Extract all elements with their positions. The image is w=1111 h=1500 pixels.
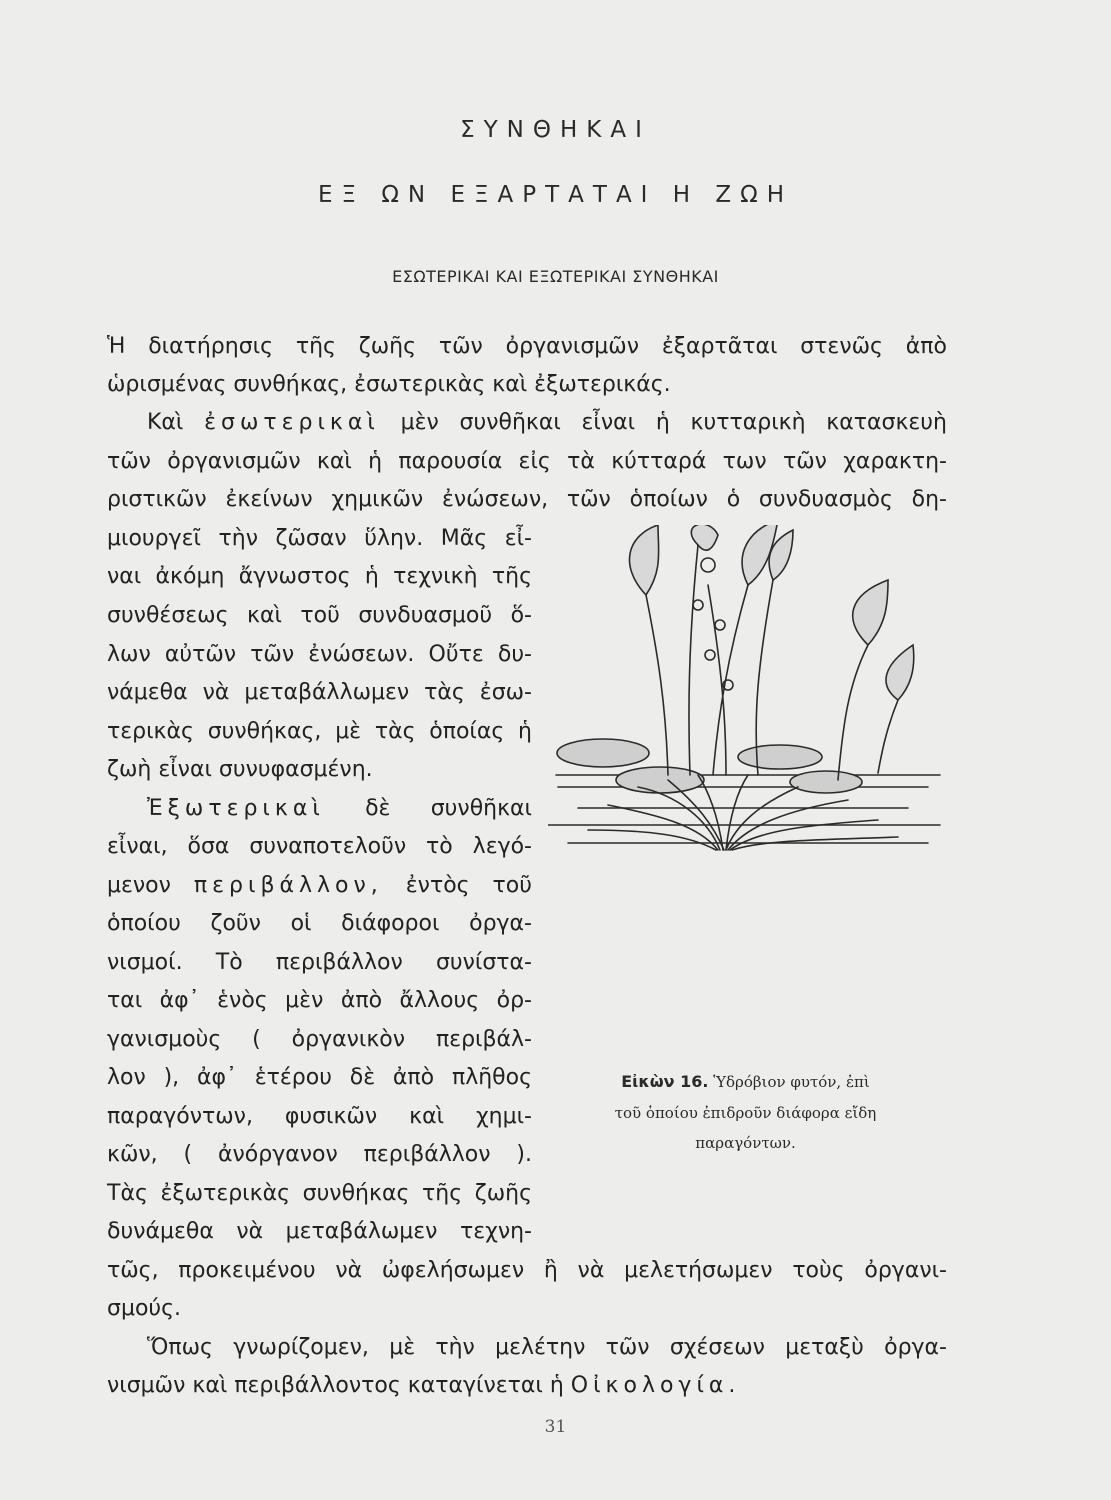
paragraph3-line3 bbox=[107, 867, 532, 906]
paragraph3-line13: τῶς, προκειμένου νὰ ὠφελήσωμεν ἢ νὰ μελετήσωμεν τοὺς ὀργανι- bbox=[107, 1258, 947, 1283]
paragraph3-line6: ται ἀφ᾽ ἑνὸς μὲν ἀπὸ ἄλλους ὀρ- bbox=[107, 988, 532, 1013]
paragraph2-line4: μιουργεῖ τὴν ζῶσαν ὕλην. Μᾶς εἶ- bbox=[107, 526, 532, 551]
paragraph3-line3-rest: ἐντὸς τοῦ bbox=[405, 873, 532, 898]
figure-caption-line2: τοῦ ὁποίου ἐπιδροῦν διάφορα εἴδη bbox=[614, 1104, 877, 1122]
paragraph1-line2: ὡρισμένας συνθήκας, ἐσωτερικὰς καὶ ἐξωτερικάς. bbox=[107, 372, 671, 397]
chapter-title-line2: ΕΞ ΩΝ ΕΞΑΡΤΑΤΑΙ Η ΖΩΗ bbox=[317, 182, 794, 208]
paragraph2-line7: λων αὐτῶν τῶν ἐνώσεων. Οὔτε δυ- bbox=[107, 642, 532, 667]
paragraph3-line5: νισμοί. Τὸ περιβάλλον συνίστα- bbox=[107, 950, 532, 975]
paragraph1-line1: Ἡ διατήρησις τῆς ζωῆς τῶν ὀργανισμῶν ἐξαρτᾶται στενῶς ἀπὸ bbox=[107, 334, 947, 359]
paragraph4-line1-text: Ὅπως γνωρίζομεν, μὲ τὴν μελέτην τῶν σχέσεων μεταξὺ ὀργα- bbox=[147, 1335, 947, 1360]
paragraph4-line2-lead: νισμῶν καὶ περιβάλλοντος καταγίνεται ἡ bbox=[107, 1373, 564, 1398]
page-number: 31 bbox=[544, 1417, 567, 1437]
aquatic-plant-illustration bbox=[548, 525, 943, 860]
paragraph4-line2 bbox=[107, 1367, 947, 1406]
paragraph2-line3: ριστικῶν ἐκείνων χημικῶν ἐνώσεων, τῶν ὁποίων ὁ συνδυασμὸς δη- bbox=[107, 487, 947, 512]
figure-caption-label: Εἰκὼν 16. bbox=[621, 1072, 709, 1091]
figure-caption-line1-text: Ὑδρόβιον φυτόν, ἐπὶ bbox=[713, 1073, 870, 1091]
paragraph2-line6: συνθέσεως καὶ τοῦ συνδυασμοῦ ὅ- bbox=[107, 603, 532, 628]
paragraph3-line9: παραγόντων, φυσικῶν καὶ χημι- bbox=[107, 1104, 532, 1129]
paragraph3-line12: δυνάμεθα νὰ μεταβάλωμεν τεχνη- bbox=[107, 1219, 532, 1244]
figure-caption-line1 bbox=[548, 1072, 943, 1091]
paragraph3-line1-rest: δὲ συνθῆκαι bbox=[365, 796, 533, 821]
paragraph3-term: Ἐξωτερικαὶ bbox=[147, 796, 325, 821]
paragraph2-line1-rest: μὲν συνθῆκαι εἶναι ἡ κυτταρικὴ κατασκευὴ bbox=[400, 410, 947, 435]
paragraph3-line7: γανισμοὺς ( ὀργανικὸν περιβάλ- bbox=[107, 1027, 532, 1052]
paragraph3-line1 bbox=[107, 790, 532, 829]
section-subtitle: ΕΣΩΤΕΡΙΚΑΙ ΚΑΙ ΕΞΩΤΕΡΙΚΑΙ ΣΥΝΘΗΚΑΙ bbox=[392, 267, 719, 286]
paragraph4-term: Οἰκολογία. bbox=[570, 1373, 741, 1398]
paragraph2-line10: ζωὴ εἶναι συνυφασμένη. bbox=[107, 757, 373, 782]
paragraph3-line4: ὁποίου ζοῦν οἱ διάφοροι ὀργα- bbox=[107, 911, 532, 936]
paragraph3-line11: Τὰς ἐξωτερικὰς συνθήκας τῆς ζωῆς bbox=[107, 1181, 532, 1206]
paragraph2-line8: νάμεθα νὰ μεταβάλλωμεν τὰς ἐσω- bbox=[107, 680, 532, 705]
paragraph2-term: ἐσωτερικαὶ bbox=[204, 410, 380, 435]
figure-caption-line3: παραγόντων. bbox=[695, 1134, 796, 1152]
paragraph3-line3-lead: μενον bbox=[107, 873, 171, 898]
paragraph2-line2: τῶν ὀργανισμῶν καὶ ἡ παρουσία εἰς τὰ κύτταρά των τῶν χαρακτη- bbox=[107, 449, 947, 474]
paragraph3-term2: περιβάλλον, bbox=[193, 873, 383, 898]
paragraph2-line9: τερικὰς συνθήκας, μὲ τὰς ὁποίας ἡ bbox=[107, 719, 532, 744]
paragraph2-lead: Καὶ bbox=[147, 410, 184, 435]
chapter-title-line1: ΣΥΝΘΗΚΑΙ bbox=[460, 117, 651, 143]
paragraph3-line2: εἶναι, ὅσα συναποτελοῦν τὸ λεγό- bbox=[107, 834, 532, 859]
paragraph4-line1 bbox=[107, 1329, 947, 1368]
paragraph2-line1 bbox=[107, 404, 947, 443]
paragraph3-line14: σμούς. bbox=[107, 1296, 182, 1321]
paragraph3-line8: λον ), ἀφ᾽ ἑτέρου δὲ ἀπὸ πλῆθος bbox=[107, 1065, 532, 1090]
paragraph2-line5: ναι ἀκόμη ἄγνωστος ἡ τεχνικὴ τῆς bbox=[107, 564, 532, 589]
paragraph3-line10: κῶν, ( ἀνόργανον περιβάλλον ). bbox=[107, 1142, 532, 1167]
